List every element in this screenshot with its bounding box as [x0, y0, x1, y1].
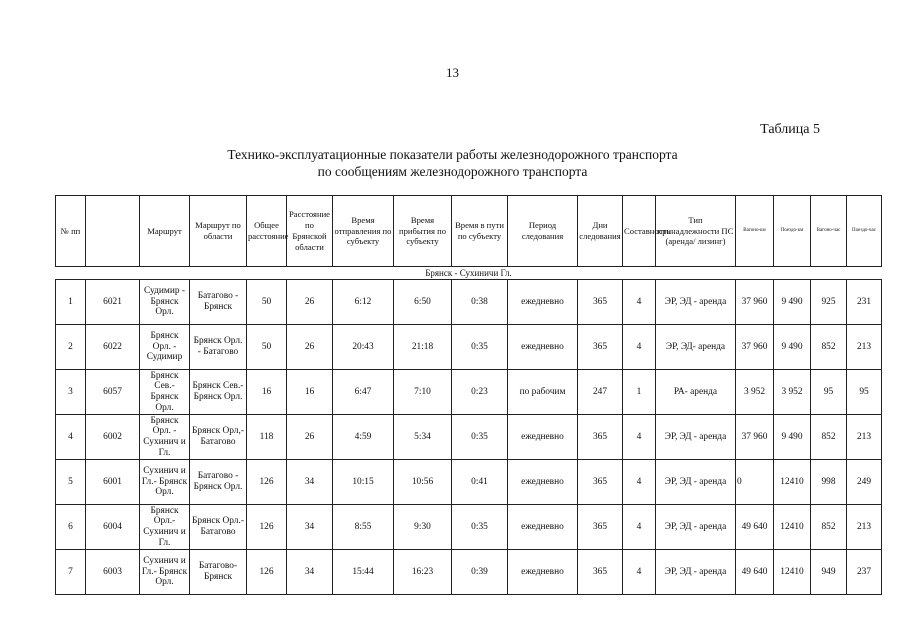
- cell-wagon-km: 0: [736, 460, 774, 505]
- cell-composition: 4: [623, 460, 656, 505]
- cell-train-km: 12410: [774, 550, 811, 595]
- cell-arrival: 6:50: [394, 280, 452, 325]
- cell-ps-type: ЭР, ЭД- аренда: [656, 325, 736, 370]
- cell-route: Судимир - Брянск Орл.: [140, 280, 190, 325]
- table-row: [56, 325, 882, 370]
- cell-days: 365: [578, 280, 623, 325]
- cell-train-hours: 249: [847, 460, 882, 505]
- cell-train: 6002: [86, 415, 140, 460]
- cell-train-hours: 213: [847, 325, 882, 370]
- header-route-region: Маршрут по области: [190, 196, 247, 267]
- cell-departure: 20:43: [333, 325, 394, 370]
- cell-wagon-hours: 949: [811, 550, 847, 595]
- cell-wagon-km: 37 960: [736, 325, 774, 370]
- header-wagon-hours: Вагоно-час: [811, 196, 847, 267]
- cell-train-hours: 231: [847, 280, 882, 325]
- cell-period: ежедневно: [508, 550, 578, 595]
- cell-total-distance: 50: [247, 280, 287, 325]
- cell-total-distance: 118: [247, 415, 287, 460]
- cell-train-hours: 95: [847, 370, 882, 415]
- cell-route-region: Брянск Орл.- Батагово: [190, 505, 247, 550]
- indicators-table: [55, 195, 882, 595]
- cell-route-region: Брянск Орл. - Батагово: [190, 325, 247, 370]
- cell-composition: 4: [623, 280, 656, 325]
- cell-train-km: 3 952: [774, 370, 811, 415]
- cell-train-hours: 213: [847, 415, 882, 460]
- cell-wagon-hours: 95: [811, 370, 847, 415]
- cell-arrival: 10:56: [394, 460, 452, 505]
- cell-train: 6057: [86, 370, 140, 415]
- cell-travel: 0:35: [452, 505, 508, 550]
- cell-travel: 0:35: [452, 325, 508, 370]
- cell-ps-type: ЭР, ЭД - аренда: [656, 550, 736, 595]
- cell-total-distance: 16: [247, 370, 287, 415]
- cell-total-distance: 126: [247, 460, 287, 505]
- cell-period: ежедневно: [508, 325, 578, 370]
- cell-wagon-hours: 852: [811, 415, 847, 460]
- header-distance-region: Расстояние по Брянской области: [287, 196, 333, 267]
- title-line-2: по сообщениям железнодорожного транспорта: [317, 164, 588, 179]
- cell-total-distance: 126: [247, 505, 287, 550]
- cell-travel: 0:38: [452, 280, 508, 325]
- cell-num: 5: [56, 460, 86, 505]
- cell-wagon-km: 37 960: [736, 415, 774, 460]
- cell-travel: 0:41: [452, 460, 508, 505]
- header-train: [86, 196, 140, 267]
- cell-ps-type: ЭР, ЭД - аренда: [656, 460, 736, 505]
- cell-composition: 4: [623, 325, 656, 370]
- cell-distance-region: 26: [287, 280, 333, 325]
- page-number: 13: [446, 65, 459, 80]
- cell-departure: 6:47: [333, 370, 394, 415]
- cell-departure: 6:12: [333, 280, 394, 325]
- cell-route-region: Брянск Сев.- Брянск Орл.: [190, 370, 247, 415]
- cell-train-hours: 237: [847, 550, 882, 595]
- cell-departure: 10:15: [333, 460, 394, 505]
- cell-period: ежедневно: [508, 460, 578, 505]
- cell-travel: 0:35: [452, 415, 508, 460]
- cell-train: 6001: [86, 460, 140, 505]
- cell-distance-region: 26: [287, 415, 333, 460]
- cell-num: 2: [56, 325, 86, 370]
- cell-ps-type: ЭР, ЭД - аренда: [656, 280, 736, 325]
- cell-distance-region: 16: [287, 370, 333, 415]
- cell-distance-region: 34: [287, 550, 333, 595]
- header-row: [56, 196, 882, 267]
- cell-num: 7: [56, 550, 86, 595]
- header-travel-time: Время в пути по субъекту: [452, 196, 508, 267]
- cell-travel: 0:39: [452, 550, 508, 595]
- header-days: Дни следования: [578, 196, 623, 267]
- cell-days: 365: [578, 505, 623, 550]
- cell-days: 365: [578, 550, 623, 595]
- section-row: [56, 267, 882, 280]
- cell-train: 6004: [86, 505, 140, 550]
- cell-composition: 4: [623, 550, 656, 595]
- cell-wagon-km: 49 640: [736, 505, 774, 550]
- header-period: Период следования: [508, 196, 578, 267]
- cell-num: 1: [56, 280, 86, 325]
- table-row: [56, 460, 882, 505]
- cell-route: Брянск Сев.- Брянск Орл.: [140, 370, 190, 415]
- cell-arrival: 5:34: [394, 415, 452, 460]
- cell-arrival: 7:10: [394, 370, 452, 415]
- cell-wagon-km: 37 960: [736, 280, 774, 325]
- table-title: [0, 146, 905, 180]
- cell-distance-region: 34: [287, 505, 333, 550]
- cell-arrival: 16:23: [394, 550, 452, 595]
- cell-departure: 8:55: [333, 505, 394, 550]
- cell-days: 247: [578, 370, 623, 415]
- cell-num: 4: [56, 415, 86, 460]
- cell-route: Брянск Орл.- Сухинич и Гл.: [140, 505, 190, 550]
- table-label: Таблица 5: [760, 122, 820, 137]
- cell-composition: 1: [623, 370, 656, 415]
- table-row: [56, 370, 882, 415]
- cell-period: ежедневно: [508, 505, 578, 550]
- cell-days: 365: [578, 415, 623, 460]
- cell-train: 6022: [86, 325, 140, 370]
- cell-route-region: Батагово - Брянск Орл.: [190, 460, 247, 505]
- header-num: № пп: [56, 196, 86, 267]
- cell-distance-region: 34: [287, 460, 333, 505]
- cell-num: 3: [56, 370, 86, 415]
- cell-period: ежедневно: [508, 415, 578, 460]
- header-departure-time: Время отправления по субъекту: [333, 196, 394, 267]
- header-composition: Составность: [623, 196, 656, 267]
- table-row: [56, 280, 882, 325]
- cell-wagon-hours: 998: [811, 460, 847, 505]
- cell-route-region: Брянск Орл,- Батагово: [190, 415, 247, 460]
- cell-train-km: 12410: [774, 460, 811, 505]
- cell-num: 6: [56, 505, 86, 550]
- cell-days: 365: [578, 325, 623, 370]
- cell-wagon-hours: 852: [811, 325, 847, 370]
- cell-train-km: 9 490: [774, 325, 811, 370]
- cell-departure: 4:59: [333, 415, 394, 460]
- cell-arrival: 21:18: [394, 325, 452, 370]
- cell-period: ежедневно: [508, 280, 578, 325]
- cell-train-km: 12410: [774, 505, 811, 550]
- cell-route: Сухинич и Гл.- Брянск Орл.: [140, 460, 190, 505]
- cell-total-distance: 126: [247, 550, 287, 595]
- cell-train: 6003: [86, 550, 140, 595]
- cell-train-km: 9 490: [774, 280, 811, 325]
- header-train-km: Поездо-км: [774, 196, 811, 267]
- cell-period: по рабочим: [508, 370, 578, 415]
- cell-wagon-km: 3 952: [736, 370, 774, 415]
- cell-departure: 15:44: [333, 550, 394, 595]
- cell-ps-type: ЭР, ЭД - аренда: [656, 505, 736, 550]
- header-arrival-time: Время прибытия по субъекту: [394, 196, 452, 267]
- header-total-distance: Общее расстояние: [247, 196, 287, 267]
- cell-distance-region: 26: [287, 325, 333, 370]
- table-row: [56, 550, 882, 595]
- title-line-1: Технико-эксплуатационные показатели работы железнодорожного транспорта: [227, 147, 678, 162]
- header-route: Маршрут: [140, 196, 190, 267]
- cell-route: Сухинич и Гл.- Брянск Орл.: [140, 550, 190, 595]
- cell-arrival: 9:30: [394, 505, 452, 550]
- table-row: [56, 415, 882, 460]
- cell-ps-type: РА- аренда: [656, 370, 736, 415]
- header-train-hours: Поездо-час: [847, 196, 882, 267]
- cell-train-km: 9 490: [774, 415, 811, 460]
- cell-train: 6021: [86, 280, 140, 325]
- cell-wagon-hours: 925: [811, 280, 847, 325]
- cell-route-region: Батагово - Брянск: [190, 280, 247, 325]
- cell-train-hours: 213: [847, 505, 882, 550]
- cell-wagon-hours: 852: [811, 505, 847, 550]
- cell-ps-type: ЭР, ЭД - аренда: [656, 415, 736, 460]
- cell-travel: 0:23: [452, 370, 508, 415]
- cell-wagon-km: 49 640: [736, 550, 774, 595]
- header-wagon-km: Вагоно-км: [736, 196, 774, 267]
- header-ps-type: Тип принадлежности ПС (аренда/ лизинг): [656, 196, 736, 267]
- cell-route: Брянск Орл. - Сухинич и Гл.: [140, 415, 190, 460]
- table-row: [56, 505, 882, 550]
- cell-total-distance: 50: [247, 325, 287, 370]
- cell-days: 365: [578, 460, 623, 505]
- cell-route: Брянск Орл. - Судимир: [140, 325, 190, 370]
- cell-composition: 4: [623, 505, 656, 550]
- cell-composition: 4: [623, 415, 656, 460]
- cell-route-region: Батагово- Брянск: [190, 550, 247, 595]
- section-title: Брянск - Сухиничи Гл.: [56, 267, 882, 280]
